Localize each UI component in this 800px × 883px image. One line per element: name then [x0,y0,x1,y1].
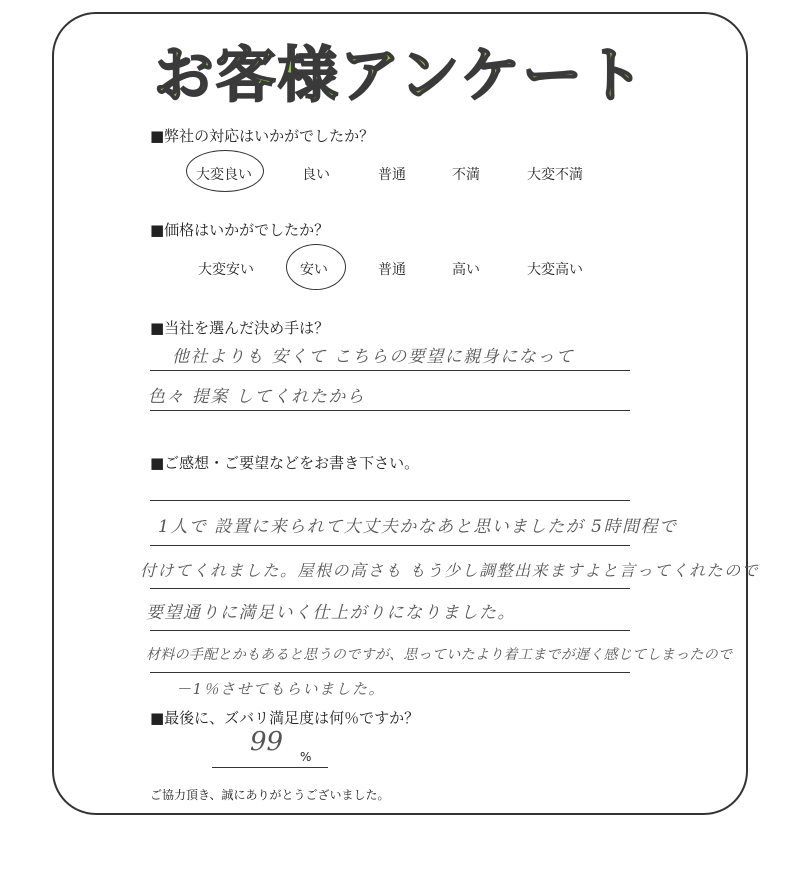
question-reason-label: ■当社を選んだ決め手は？ [150,319,330,337]
option-service-very-good[interactable]: 大変良い [196,167,252,183]
answer-rule [150,630,630,631]
question-satisfaction-label: ■最後に、ズバリ満足度は何％ですか？ [150,709,420,727]
option-price-normal[interactable]: 普通 [378,262,406,278]
option-price-very-high[interactable]: 大変高い [527,262,583,278]
survey-title: お客様アンケート [153,41,647,111]
question-reason [150,317,329,338]
reason-answer-line-1: 他社よりも 安くて こちらの要望に親身になって [172,347,575,367]
option-price-very-cheap[interactable]: 大変安い [198,262,254,278]
satisfaction-rule [212,767,328,768]
question-service [150,125,374,146]
answer-rule [150,588,630,589]
option-service-normal[interactable]: 普通 [378,167,406,183]
option-service-dissatisfied[interactable]: 不満 [452,167,480,183]
question-price-label: ■価格はいかがでしたか？ [150,221,330,239]
satisfaction-unit: % [300,750,312,764]
answer-rule [150,370,630,371]
answer-rule [150,500,630,501]
option-price-cheap[interactable]: 安い [300,262,328,278]
thanks-message: ご協力頂き、誠にありがとうございました。 [150,788,390,802]
question-service-label: ■弊社の対応はいかがでしたか？ [150,127,375,145]
comment-line-5: －1％させてもらいました。 [176,680,386,698]
option-price-high[interactable]: 高い [452,262,480,278]
question-price [150,219,329,240]
answer-rule [150,672,630,673]
option-service-very-dissatisfied[interactable]: 大変不満 [527,167,583,183]
option-service-good[interactable]: 良い [302,167,330,183]
comment-line-2: 付けてくれました。屋根の高さも もう少し調整出来ますよと言ってくれたので [140,561,760,580]
answer-rule [150,410,630,411]
comment-line-4: 材料の手配とかもあると思うのですが、思っていたより着工までが遅く感じてしまったので [146,647,733,663]
answer-rule [150,545,630,546]
question-satisfaction [150,707,419,728]
question-comments-label: ■ご感想・ご要望などをお書き下さい。 [150,454,420,472]
reason-answer-line-2: 色々 提案 してくれたから [148,387,366,407]
question-comments [150,452,419,473]
comment-line-3: 要望通りに満足いく仕上がりになりました。 [146,603,516,623]
comment-line-1: 1人で 設置に来られて大丈夫かなあと思いましたが 5時間程で [158,517,678,537]
satisfaction-value: 99 [250,727,284,757]
